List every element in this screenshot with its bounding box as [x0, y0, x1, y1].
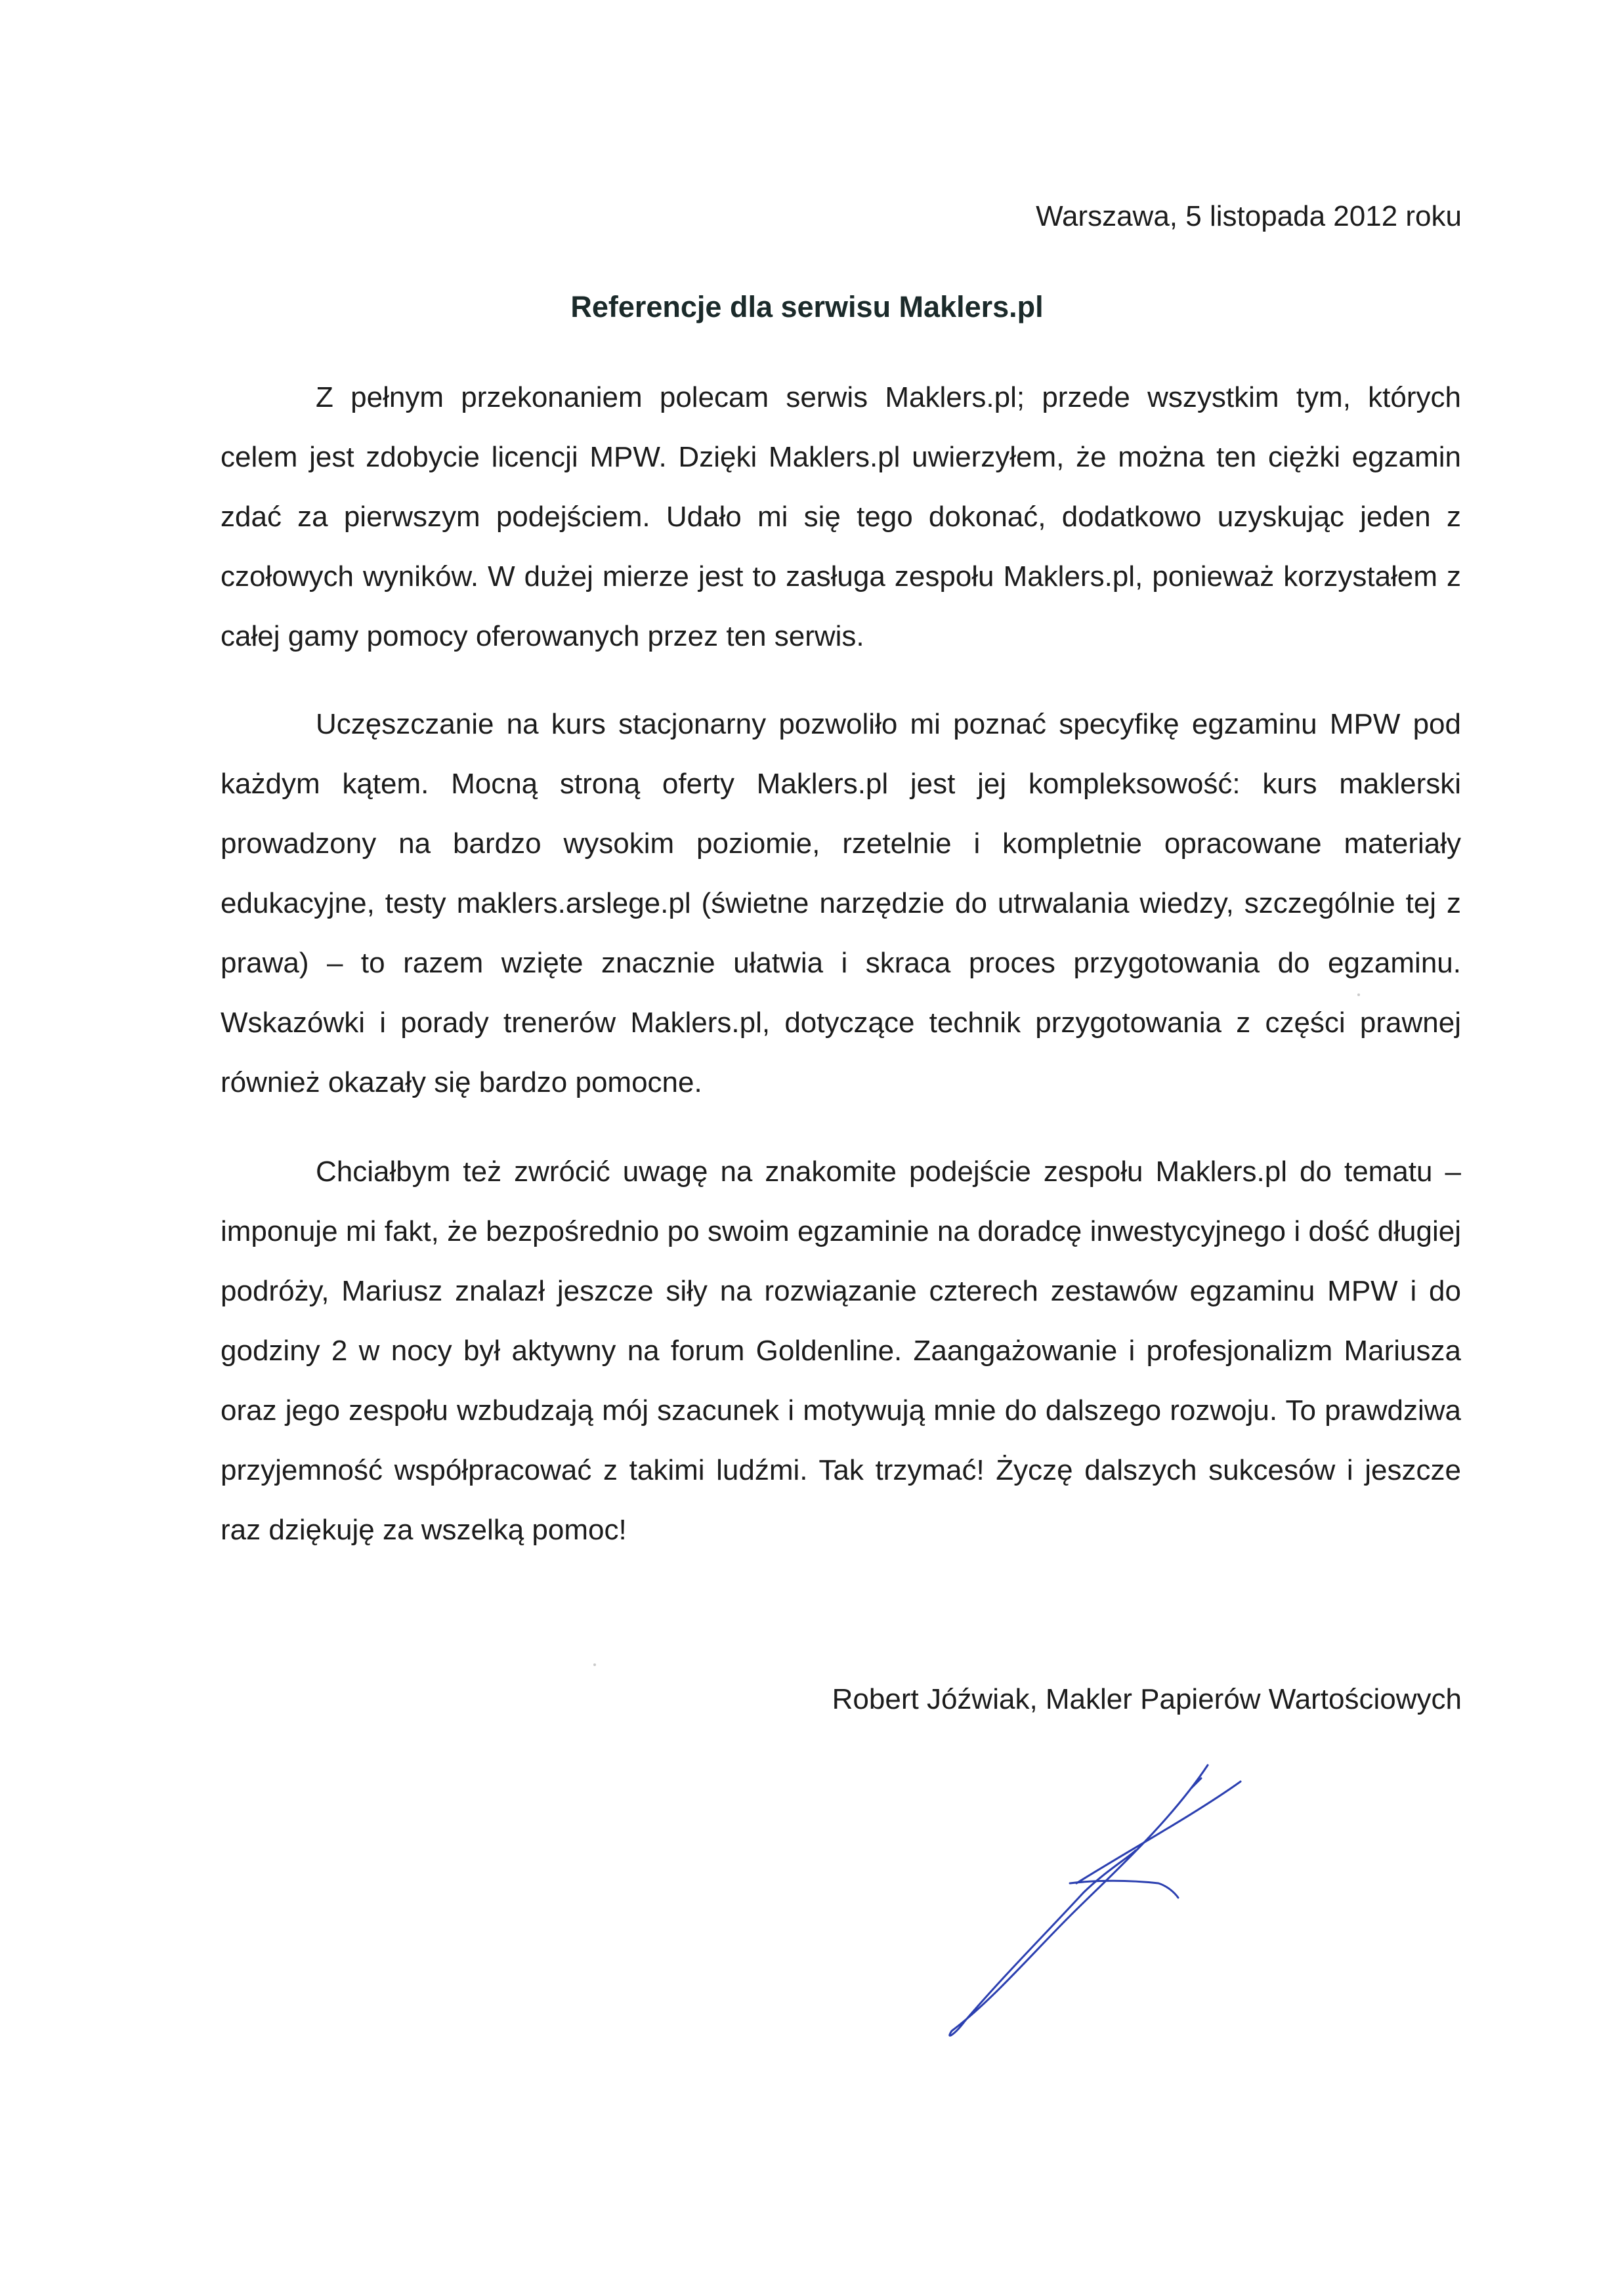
scan-speck — [593, 1663, 596, 1666]
signature-name-line: Robert Jóźwiak, Makler Papierów Wartościowych — [832, 1683, 1462, 1715]
signature-stroke — [950, 1765, 1208, 2035]
scan-speck — [1357, 993, 1360, 996]
handwritten-signature — [932, 1752, 1260, 2047]
paragraph-2: Uczęszczanie na kurs stacjonarny pozwoliło mi poznać specyfikę egzaminu MPW pod każdym kątem. Mocną stroną oferty Maklers.pl jest jej kompleksowość: kurs maklerski prowadzony na bardzo wysokim poziomie, rzetelnie i kompletnie opracowane materiały edukacyjne, testy maklers.arslege.pl (świetne narzędzie do utrwalania wiedzy, szczególnie tej z prawa) – to razem wzięte znacznie ułatwia i skraca proces przygotowania do egzaminu. Wskazówki i porady trenerów Maklers.pl, dotyczące technik przygotowania z części prawnej również okazały się bardzo pomocne. — [221, 708, 1461, 1098]
place-date: Warszawa, 5 listopada 2012 roku — [1036, 200, 1462, 232]
signature-stroke — [1191, 1778, 1201, 1788]
paragraph-1: Z pełnym przekonaniem polecam serwis Maklers.pl; przede wszystkim tym, których celem jest zdobycie licencji MPW. Dzięki Maklers.pl uwierzyłem, że można ten ciężki egzamin zdać za pierwszym podejściem. Udało mi się tego dokonać, dodatkowo uzyskując jeden z czołowych wyników. W dużej mierze jest to zasługa zespołu Maklers.pl, ponieważ korzystałem z całej gamy pomocy oferowanych przez ten serwis. — [221, 381, 1461, 652]
letter-title: Referencje dla serwisu Maklers.pl — [570, 290, 1044, 324]
paragraph-3: Chciałbym też zwrócić uwagę na znakomite podejście zespołu Maklers.pl do tematu – imponuje mi fakt, że bezpośrednio po swoim egzaminie na doradcę inwestycyjnego i dość długiej podróży, Mariusz znalazł jeszcze siły na rozwiązanie czterech zestawów egzaminu MPW i do godziny 2 w nocy był aktywny na forum Goldenline. Zaangażowanie i profesjonalizm Mariusza oraz jego zespołu wzbudzają mój szacunek i motywują mnie do dalszego rozwoju. To prawdziwa przyjemność współpracować z takimi ludźmi. Tak trzymać! Życzę dalszych sukcesów i jeszcze raz dziękuję za wszelką pomoc! — [221, 1156, 1461, 1546]
signature-stroke — [1076, 1782, 1241, 1883]
